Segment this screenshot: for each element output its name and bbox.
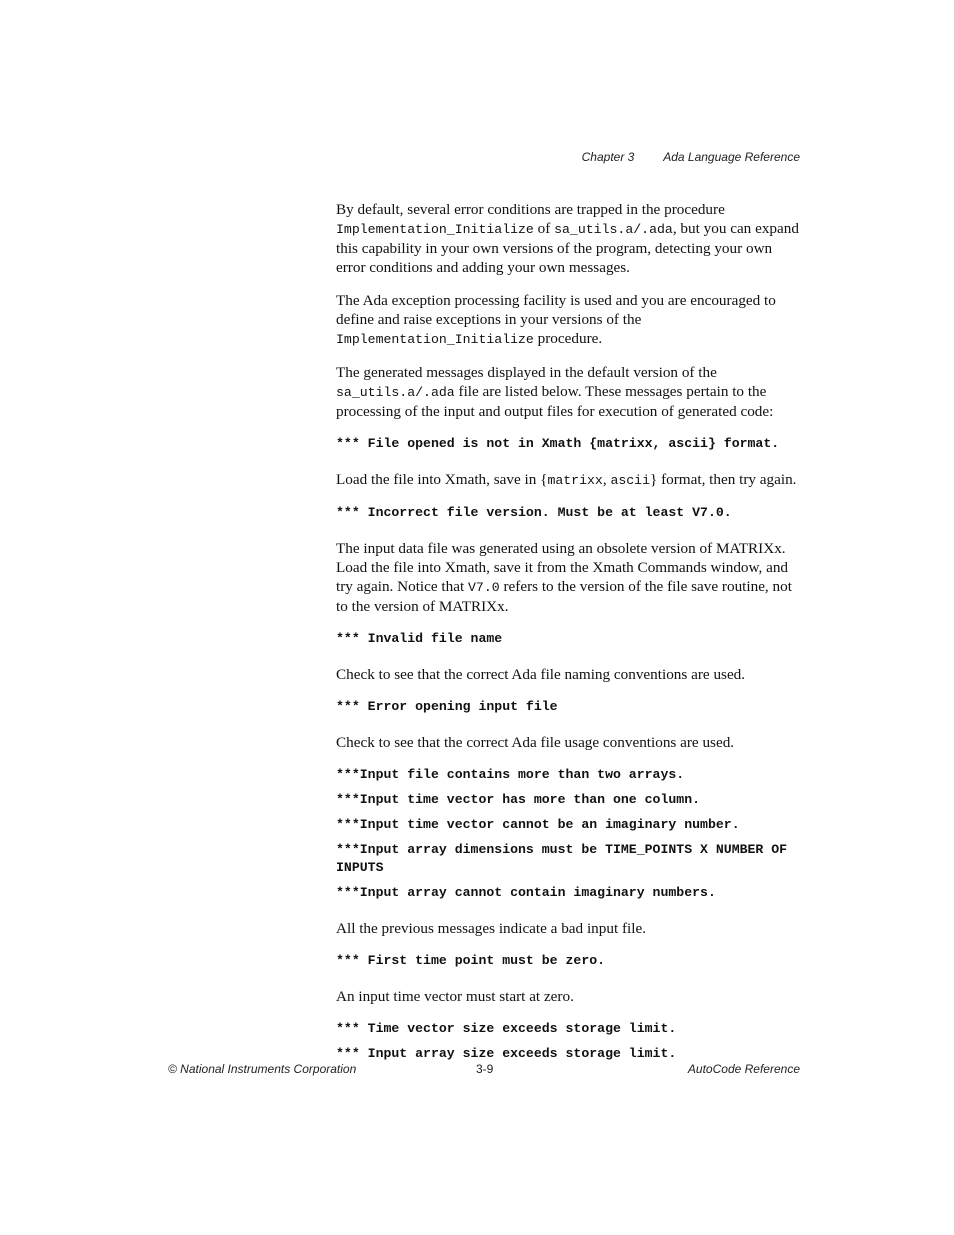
text-run: refers to the version of the file save routine, not to the version of MATRIXx. [336, 578, 792, 615]
text-run: By default, several error conditions are trapped in the procedure [336, 201, 725, 218]
section-title: Ada Language Reference [663, 150, 800, 164]
messages-intro-paragraph [336, 363, 802, 421]
text-run: The Ada exception processing facility is used and you are encouraged to define and raise exceptions in your versions of the [336, 292, 776, 328]
code-format-name: matrixx [547, 473, 603, 488]
error-message: *** Invalid file name [336, 631, 503, 646]
explanation-paragraph: Check to see that the correct Ada file usage conventions are used. [336, 734, 735, 751]
page-body [336, 200, 802, 1080]
explanation-paragraph [336, 470, 802, 490]
code-file-name: sa_utils.a/.ada [336, 385, 455, 400]
explanation-paragraph: Check to see that the correct Ada file naming conventions are used. [336, 666, 746, 683]
explanation-paragraph: All the previous messages indicate a bad input file. [336, 920, 646, 937]
error-message: *** First time point must be zero. [336, 953, 606, 968]
text-run: of [533, 220, 555, 237]
error-message: ***Input array cannot contain imaginary numbers. [336, 885, 716, 900]
text-run: Load the file into Xmath, save in { [336, 471, 548, 488]
error-message: *** Incorrect file version. Must be at least V7.0. [336, 505, 732, 520]
footer-book-title: AutoCode Reference [687, 1062, 800, 1076]
error-message: ***Input array dimensions must be TIME_POINTS X NUMBER OF INPUTS [336, 842, 796, 875]
footer-copyright: © National Instruments Corporation [168, 1062, 357, 1076]
code-file-name: sa_utils.a/.ada [554, 222, 673, 237]
error-message: *** Time vector size exceeds storage limit. [336, 1021, 677, 1036]
code-procedure-name: Implementation_Initialize [336, 222, 534, 237]
text-run: file are listed below. These messages pertain to the processing of the input and output files for execution of generated code: [336, 383, 774, 420]
explanation-paragraph [336, 539, 802, 616]
code-format-name: ascii [610, 473, 651, 488]
intro-paragraph [336, 200, 802, 277]
page-number: 3-9 [476, 1062, 494, 1076]
error-message: ***Input time vector has more than one column. [336, 792, 701, 807]
chapter-label: Chapter 3 [581, 150, 635, 164]
error-message: *** File opened is not in Xmath {matrixx, ascii} format. [336, 436, 780, 451]
text-run: , but you can expand this capability in your own versions of the program, detecting your own error conditions and adding your own messages. [336, 220, 799, 276]
explanation-paragraph: An input time vector must start at zero. [336, 988, 574, 1005]
error-message: *** Error opening input file [336, 699, 558, 714]
text-run: The generated messages displayed in the default version of the [336, 364, 717, 381]
running-header [582, 150, 800, 164]
text-run: procedure. [533, 330, 603, 347]
code-version: V7.0 [468, 580, 500, 595]
code-procedure-name: Implementation_Initialize [336, 332, 534, 347]
text-run: The input data file was generated using an obsolete version of MATRIXx. Load the file into Xmath, save it from the Xmath Commands window, and try again. Notice that [336, 540, 789, 595]
exception-paragraph [336, 291, 802, 349]
error-message: *** Input array size exceeds storage limit. [336, 1046, 677, 1061]
text-run: } format, then try again. [650, 471, 797, 488]
error-message: ***Input file contains more than two arrays. [336, 767, 685, 782]
text-run: , [602, 471, 611, 488]
error-message: ***Input time vector cannot be an imaginary number. [336, 817, 740, 832]
